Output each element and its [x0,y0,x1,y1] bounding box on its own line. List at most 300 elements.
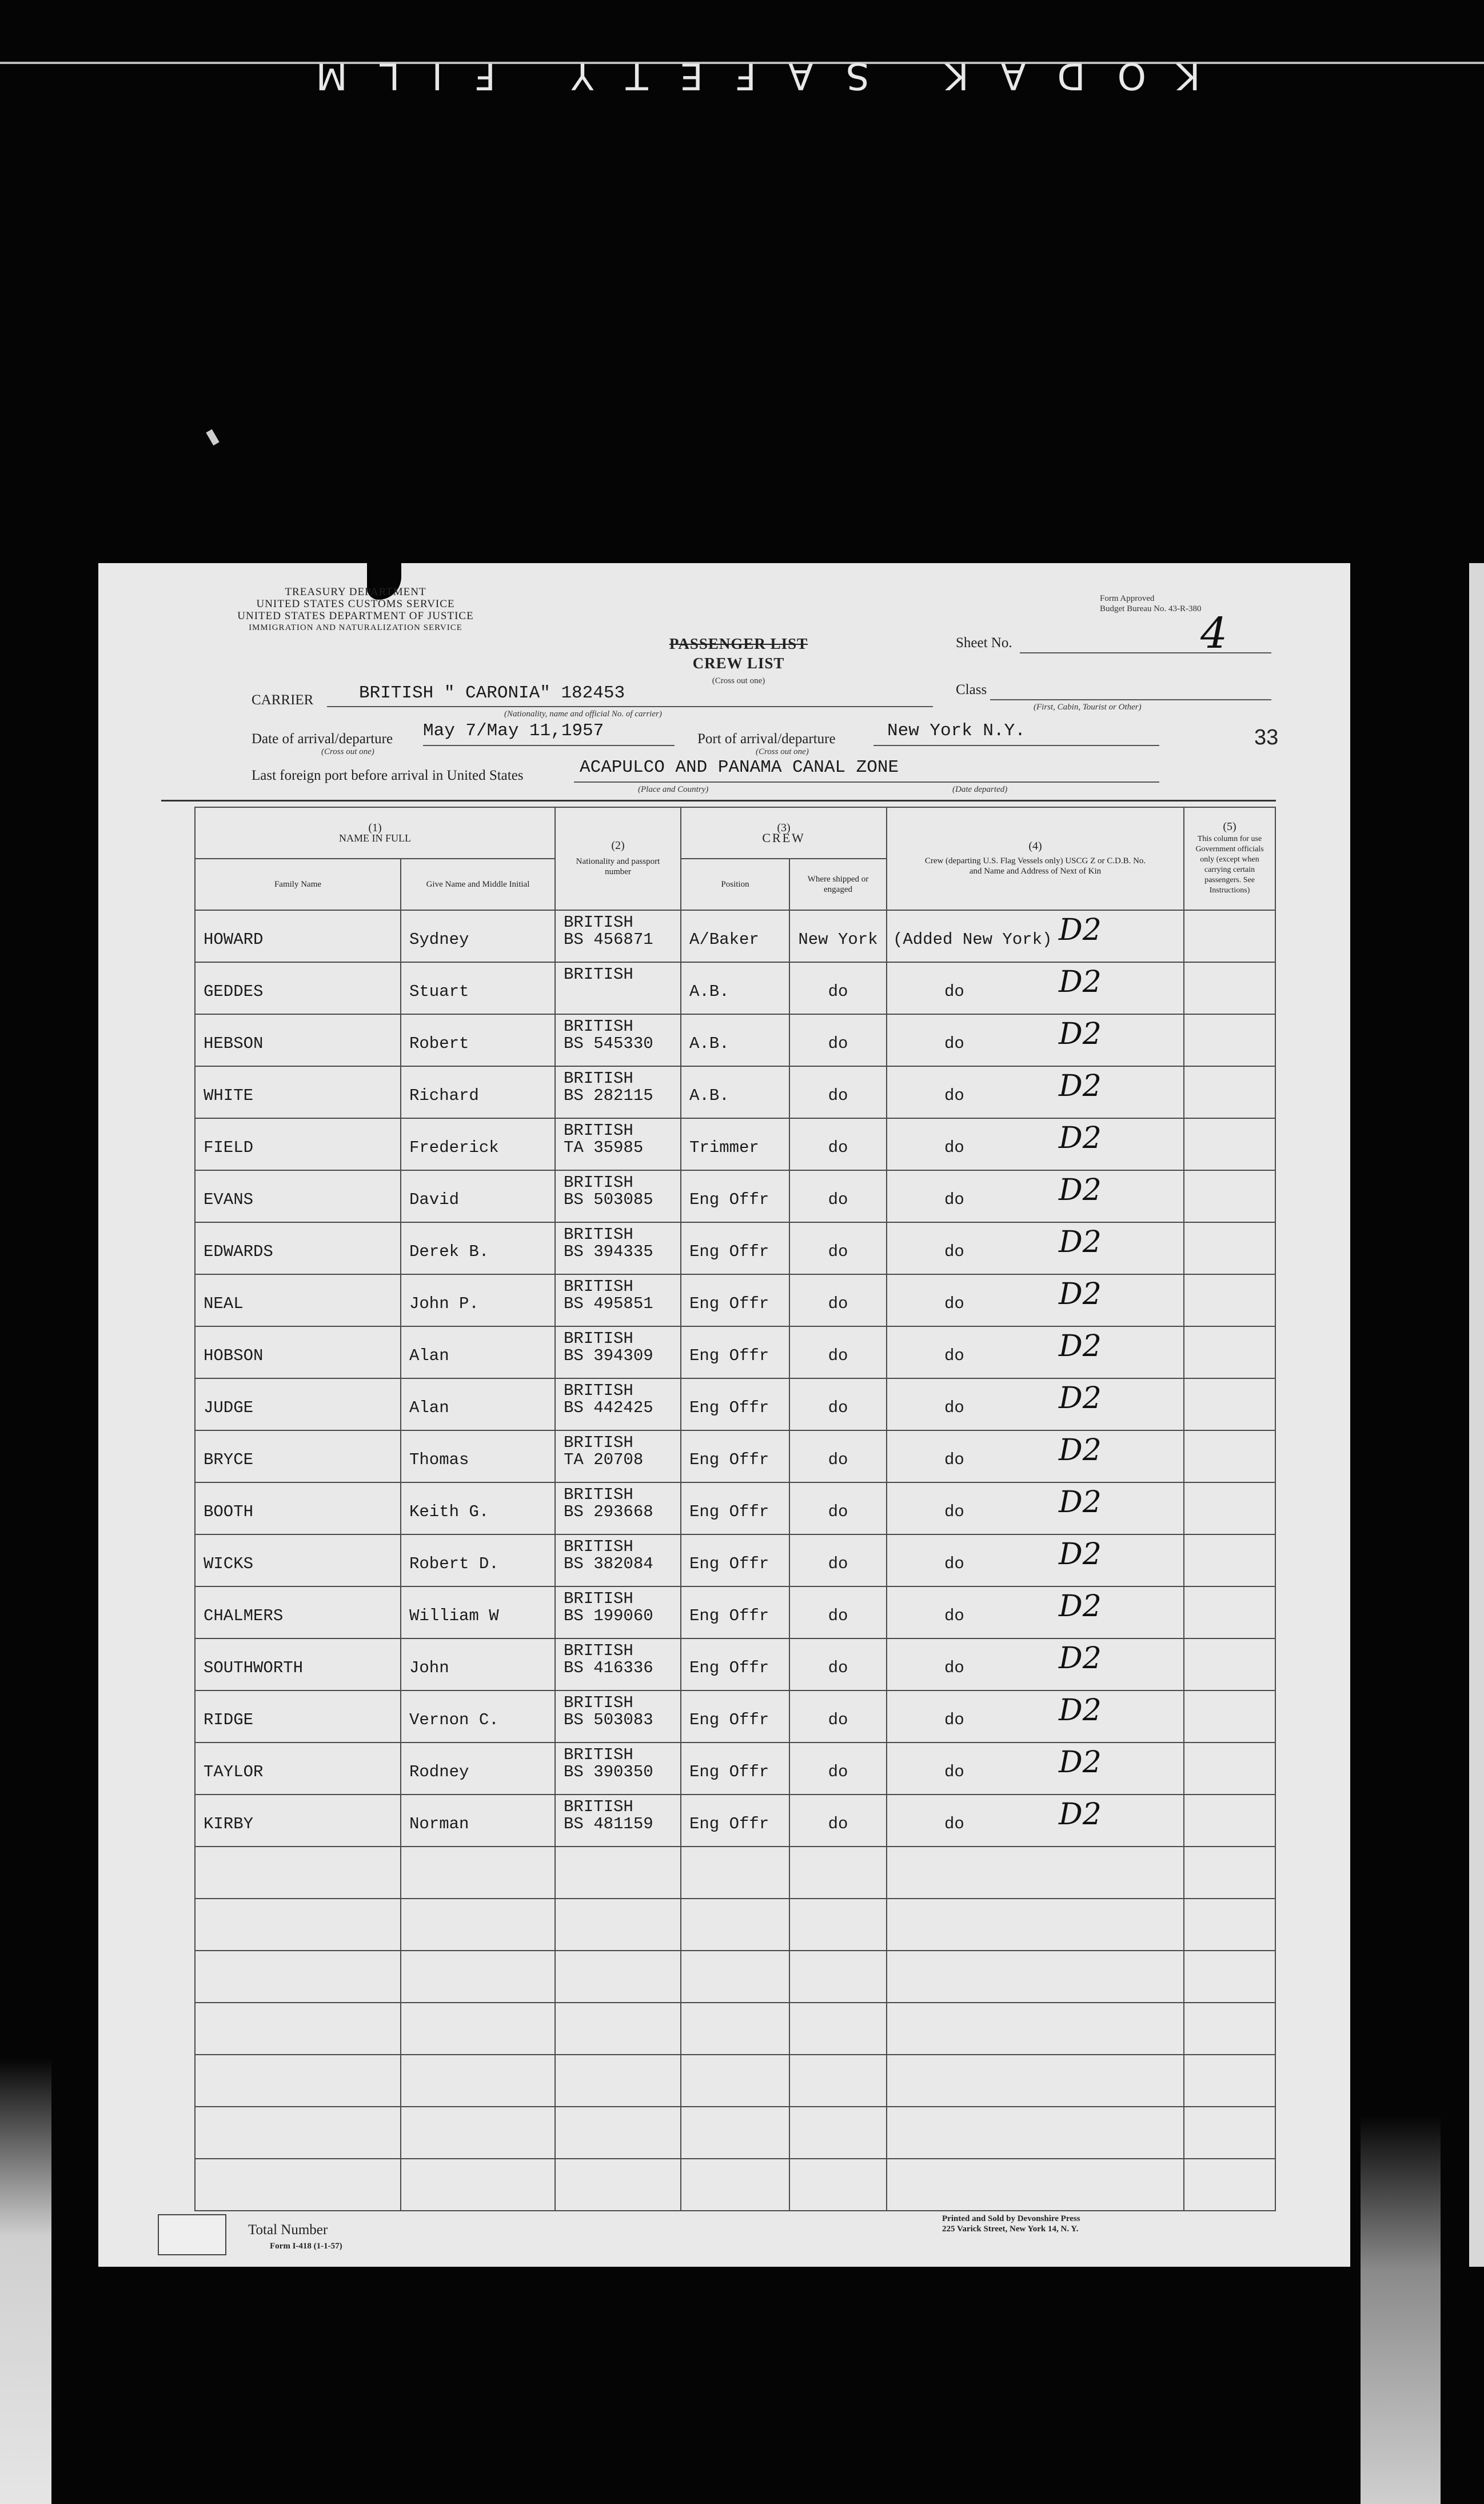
crew-row [195,1743,1275,1795]
crew-family: BRYCE [204,1450,254,1469]
position-cell [681,962,789,1014]
empty-cell [681,2159,789,2211]
next-of-kin-cell [887,1482,1184,1534]
next-of-kin-cell [887,1586,1184,1638]
position-cell [681,1118,789,1170]
col-4-title: Crew (departing U.S. Flag Vessels only) USCG Z or C.D.B. No. and Name and Address of Next of Kin [924,856,1146,876]
empty-cell [195,2003,401,2055]
crew-given: David [409,1190,460,1209]
crew-kin: do [944,1763,964,1781]
empty-cell [555,2055,681,2107]
crew-family: EVANS [204,1190,254,1209]
crew-family: SOUTHWORTH [204,1658,304,1677]
empty-cell [555,2159,681,2211]
sheet-number-label: Sheet No. [956,635,1012,651]
position-cell [681,1482,789,1534]
crew-position: A.B. [689,1034,729,1053]
where-shipped-cell [789,1170,887,1222]
passport-cell [555,1014,681,1066]
where-shipped-cell [789,1014,887,1066]
crew-row [195,1014,1275,1066]
crew-family: TAYLOR [204,1763,264,1781]
crew-passport: BS 503083 [564,1710,653,1729]
crew-row [195,1170,1275,1222]
next-of-kin-cell [887,1690,1184,1743]
crew-mark: D2 [1059,1485,1102,1520]
given-name-cell [401,1170,555,1222]
passport-cell [555,1795,681,1847]
family-name-cell [195,1014,401,1066]
film-strip-right [1361,2115,1441,2504]
position-header: Position [681,859,789,910]
empty-cell [1184,2107,1275,2159]
next-of-kin-cell [887,1430,1184,1482]
given-name-cell [401,1586,555,1638]
date-cross-out: (Cross out one) [321,747,374,756]
family-name-cell [195,1534,401,1586]
crew-position: A.B. [689,982,729,1001]
budget-bureau-number: Budget Bureau No. 43-R-380 [1100,604,1202,613]
crew-position: Eng Offr [689,1658,769,1677]
crew-nationality: BRITISH [564,1485,633,1504]
crew-nationality: BRITISH [564,1329,633,1348]
passport-cell [555,1326,681,1378]
empty-row [195,1847,1275,1899]
crew-given: Frederick [409,1138,499,1157]
crew-shipped: do [828,1710,848,1729]
crew-nationality: BRITISH [564,1537,633,1556]
empty-cell [887,2003,1184,2055]
place-hint: (Place and Country) [638,785,709,794]
crew-nationality: BRITISH [564,1745,633,1764]
crew-given: William W [409,1606,499,1625]
empty-cell [789,1951,887,2003]
empty-cell [789,1899,887,1951]
official-use-cell [1184,1743,1275,1795]
crew-row [195,1690,1275,1743]
empty-cell [789,2159,887,2211]
crew-shipped: New York [798,930,878,949]
date-value: May 7/May 11,1957 [423,721,604,741]
passport-cell [555,1586,681,1638]
col-crew-header [681,807,887,859]
next-of-kin-cell [887,1118,1184,1170]
col-5-number: (5) [1223,820,1236,833]
official-use-cell [1184,1170,1275,1222]
crew-row [195,1274,1275,1326]
position-cell [681,1638,789,1690]
where-shipped-cell [789,1118,887,1170]
empty-row [195,2159,1275,2211]
passport-cell [555,1690,681,1743]
empty-cell [887,2159,1184,2211]
crew-family: WICKS [204,1554,254,1573]
empty-cell [555,1899,681,1951]
crew-given: Thomas [409,1450,469,1469]
crew-passport: BS 503085 [564,1190,653,1209]
crew-mark: D2 [1059,1589,1102,1624]
given-name-cell [401,1690,555,1743]
given-name-cell [401,1274,555,1326]
foreign-port-label: Last foreign port before arrival in United States [252,768,524,783]
where-shipped-cell [789,1795,887,1847]
crew-kin: do [944,1242,964,1261]
crew-shipped: do [828,1346,848,1365]
passport-cell [555,1066,681,1118]
col-nationality-header [555,807,681,910]
crew-mark: D2 [1059,1797,1102,1832]
crew-passport: BS 390350 [564,1763,653,1781]
empty-cell [887,1951,1184,2003]
crew-shipped: do [828,1450,848,1469]
where-shipped-cell [789,1274,887,1326]
film-edge [0,0,1484,149]
where-shipped-header: Where shipped or engaged [789,859,887,910]
empty-cell [681,1951,789,2003]
crew-shipped: do [828,1034,848,1053]
crew-position: Eng Offr [689,1450,769,1469]
official-use-cell [1184,910,1275,962]
crew-row [195,1795,1275,1847]
passport-cell [555,1482,681,1534]
crew-mark: D2 [1059,1121,1102,1155]
stamped-number: 33 [1254,725,1279,749]
col-name-header [195,807,555,859]
col-kin-header [887,807,1184,910]
crew-row [195,1430,1275,1482]
empty-cell [681,2055,789,2107]
crew-shipped: do [828,1658,848,1677]
crew-position: Trimmer [689,1138,759,1157]
crew-row [195,910,1275,962]
crew-passport: BS 282115 [564,1086,653,1105]
official-use-cell [1184,1274,1275,1326]
crew-kin: (Added New York) [893,930,1052,949]
where-shipped-cell [789,1638,887,1690]
crew-nationality: BRITISH [564,1381,633,1400]
crew-family: KIRBY [204,1815,254,1833]
position-cell [681,1274,789,1326]
crew-shipped: do [828,1086,848,1105]
crew-given: Alan [409,1346,449,1365]
passport-cell [555,1170,681,1222]
position-cell [681,1690,789,1743]
empty-cell [887,2055,1184,2107]
carrier-hint: (Nationality, name and official No. of carrier) [504,709,662,719]
family-name-cell [195,1690,401,1743]
where-shipped-cell [789,1743,887,1795]
passport-cell [555,1222,681,1274]
crew-family: HOWARD [204,930,264,949]
next-of-kin-cell [887,1743,1184,1795]
agency-block [236,586,476,634]
crew-position: Eng Offr [689,1763,769,1781]
port-cross-out: (Cross out one) [756,747,809,756]
crew-position: Eng Offr [689,1190,769,1209]
given-name-cell [401,1222,555,1274]
empty-cell [555,1847,681,1899]
date-departed-hint: (Date departed) [952,785,1008,794]
given-name-cell [401,1430,555,1482]
crew-given: Robert [409,1034,469,1053]
agency-line: UNITED STATES DEPARTMENT OF JUSTICE [237,610,474,622]
crew-passport: BS 394335 [564,1242,653,1261]
given-name-cell [401,1066,555,1118]
crew-nationality: BRITISH [564,965,633,984]
crew-position: Eng Offr [689,1242,769,1261]
official-use-cell [1184,1795,1275,1847]
crew-family: WHITE [204,1086,254,1105]
crew-kin: do [944,1398,964,1417]
crew-kin: do [944,1815,964,1833]
empty-cell [555,2107,681,2159]
col-1-number: (1) [368,822,382,834]
crew-row [195,1482,1275,1534]
crew-given: Derek B. [409,1242,489,1261]
cross-out-hint: (Cross out one) [712,676,765,685]
empty-cell [1184,2003,1275,2055]
crew-nationality: BRITISH [564,1797,633,1816]
adjacent-page-edge [1469,563,1484,2267]
port-label: Port of arrival/departure [697,731,836,747]
empty-cell [887,1847,1184,1899]
empty-cell [1184,2055,1275,2107]
crew-shipped: do [828,1294,848,1313]
position-cell [681,1378,789,1430]
empty-row [195,2003,1275,2055]
given-name-cell [401,1118,555,1170]
crew-position: Eng Offr [689,1398,769,1417]
given-name-cell [401,910,555,962]
crew-given: Keith G. [409,1502,489,1521]
col-official-header [1184,807,1275,910]
col-4-number: (4) [1028,840,1042,852]
empty-cell [195,2107,401,2159]
family-name-cell [195,1430,401,1482]
family-name-cell [195,1118,401,1170]
carrier-label: CARRIER [252,692,314,708]
crew-row [195,1638,1275,1690]
passport-cell [555,1430,681,1482]
where-shipped-cell [789,1378,887,1430]
family-name-cell [195,1222,401,1274]
class-label: Class [956,682,987,697]
crew-position: A.B. [689,1086,729,1105]
header-rule [161,800,1276,802]
carrier-value: BRITISH " CARONIA" 182453 [359,683,625,703]
empty-cell [1184,1847,1275,1899]
given-name-cell [401,1326,555,1378]
crew-table [194,807,1276,2211]
official-use-cell [1184,1586,1275,1638]
empty-cell [1184,2159,1275,2211]
family-name-cell [195,1170,401,1222]
official-use-cell [1184,1638,1275,1690]
crew-mark: D2 [1059,1537,1102,1572]
family-name-cell [195,1066,401,1118]
crew-kin: do [944,982,964,1001]
passport-cell [555,1534,681,1586]
col-2-title: Nationality and passport number [576,857,660,876]
where-shipped-cell [789,910,887,962]
official-use-cell [1184,1430,1275,1482]
next-of-kin-cell [887,1534,1184,1586]
given-name-header: Give Name and Middle Initial [401,859,555,910]
empty-cell [401,1847,555,1899]
crew-shipped: do [828,1606,848,1625]
crew-given: Alan [409,1398,449,1417]
crew-passport: TA 20708 [564,1450,644,1469]
given-name-cell [401,1743,555,1795]
crew-kin: do [944,1138,964,1157]
crew-nationality: BRITISH [564,1693,633,1712]
crew-passport: BS 442425 [564,1398,653,1417]
empty-cell [555,1951,681,2003]
agency-line: TREASURY DEPARTMENT [285,586,426,598]
official-use-cell [1184,1222,1275,1274]
foreign-port-value: ACAPULCO AND PANAMA CANAL ZONE [580,757,899,777]
crew-kin: do [944,1086,964,1105]
given-name-cell [401,1378,555,1430]
col-3-title: CREW [762,831,805,845]
next-of-kin-cell [887,1014,1184,1066]
crew-kin: do [944,1294,964,1313]
crew-kin: do [944,1502,964,1521]
film-speck [206,429,219,446]
crew-nationality: BRITISH [564,1641,633,1660]
film-edge-text: KODAK SAFETY FILM [284,54,1200,97]
crew-shipped: do [828,1815,848,1833]
empty-cell [401,2159,555,2211]
given-name-cell [401,1482,555,1534]
crew-kin: do [944,1554,964,1573]
date-label: Date of arrival/departure [252,731,393,747]
sheet-number-line [1020,652,1271,653]
crew-shipped: do [828,1398,848,1417]
port-line [873,745,1159,746]
crew-list-sheet [98,563,1350,2267]
passport-cell [555,962,681,1014]
class-hint: (First, Cabin, Tourist or Other) [1034,703,1142,712]
crew-nationality: BRITISH [564,1277,633,1296]
empty-row [195,2107,1275,2159]
empty-cell [1184,1899,1275,1951]
next-of-kin-cell [887,1274,1184,1326]
next-of-kin-cell [887,1378,1184,1430]
crew-family: HEBSON [204,1034,264,1053]
given-name-cell [401,1014,555,1066]
crew-mark: D2 [1059,1381,1102,1416]
given-name-cell [401,1795,555,1847]
crew-row [195,1586,1275,1638]
form-approved: Form Approved [1100,594,1155,603]
passport-cell [555,910,681,962]
passenger-list-title-struck: PASSENGER LIST [669,635,808,652]
crew-family: EDWARDS [204,1242,273,1261]
empty-row [195,1951,1275,2003]
crew-mark: D2 [1059,965,1102,999]
crew-mark: D2 [1059,913,1102,947]
crew-passport: BS 394309 [564,1346,653,1365]
next-of-kin-cell [887,1795,1184,1847]
crew-family: JUDGE [204,1398,254,1417]
crew-given: Norman [409,1815,469,1833]
official-use-cell [1184,962,1275,1014]
where-shipped-cell [789,1690,887,1743]
crew-given: Vernon C. [409,1710,499,1729]
crew-kin: do [944,1346,964,1365]
crew-passport: BS 545330 [564,1034,653,1053]
official-use-cell [1184,1378,1275,1430]
crew-kin: do [944,1190,964,1209]
crew-shipped: do [828,1554,848,1573]
empty-cell [681,1899,789,1951]
empty-cell [195,1899,401,1951]
position-cell [681,1066,789,1118]
official-use-cell [1184,1118,1275,1170]
where-shipped-cell [789,1482,887,1534]
passport-cell [555,1743,681,1795]
crew-shipped: do [828,1502,848,1521]
crew-family: FIELD [204,1138,254,1157]
carrier-line [327,706,933,707]
empty-cell [401,1899,555,1951]
crew-mark: D2 [1059,1433,1102,1468]
crew-passport: BS 456871 [564,930,653,949]
crew-nationality: BRITISH [564,1121,633,1140]
agency-line: IMMIGRATION AND NATURALIZATION SERVICE [249,623,462,632]
empty-cell [887,2107,1184,2159]
crew-shipped: do [828,1138,848,1157]
date-line [423,745,675,746]
position-cell [681,1430,789,1482]
official-use-cell [1184,1014,1275,1066]
given-name-cell [401,1638,555,1690]
next-of-kin-cell [887,1066,1184,1118]
crew-mark: D2 [1059,1693,1102,1728]
crew-row [195,1534,1275,1586]
empty-cell [195,2055,401,2107]
crew-nationality: BRITISH [564,1433,633,1452]
crew-position: Eng Offr [689,1815,769,1833]
family-name-cell [195,1743,401,1795]
printer-line-1: Printed and Sold by Devonshire Press [942,2214,1080,2223]
crew-nationality: BRITISH [564,1225,633,1244]
crew-mark: D2 [1059,1017,1102,1051]
port-value: New York N.Y. [887,721,1026,741]
empty-cell [401,2055,555,2107]
empty-cell [1184,1951,1275,2003]
crew-family: RIDGE [204,1710,254,1729]
official-use-cell [1184,1482,1275,1534]
family-name-header: Family Name [195,859,401,910]
where-shipped-cell [789,1066,887,1118]
position-cell [681,1586,789,1638]
family-name-cell [195,1638,401,1690]
crew-family: NEAL [204,1294,244,1313]
crew-passport: BS 382084 [564,1554,653,1573]
crew-family: GEDDES [204,982,264,1001]
position-cell [681,910,789,962]
form-number: Form I-418 (1-1-57) [270,2242,342,2251]
crew-passport: BS 495851 [564,1294,653,1313]
passport-cell [555,1638,681,1690]
next-of-kin-cell [887,962,1184,1014]
crew-given: John P. [409,1294,479,1313]
crew-kin: do [944,1710,964,1729]
position-cell [681,1014,789,1066]
col-5-title: This column for use Government officials only (except when carrying certain passengers. See Instructions) [1195,835,1264,895]
